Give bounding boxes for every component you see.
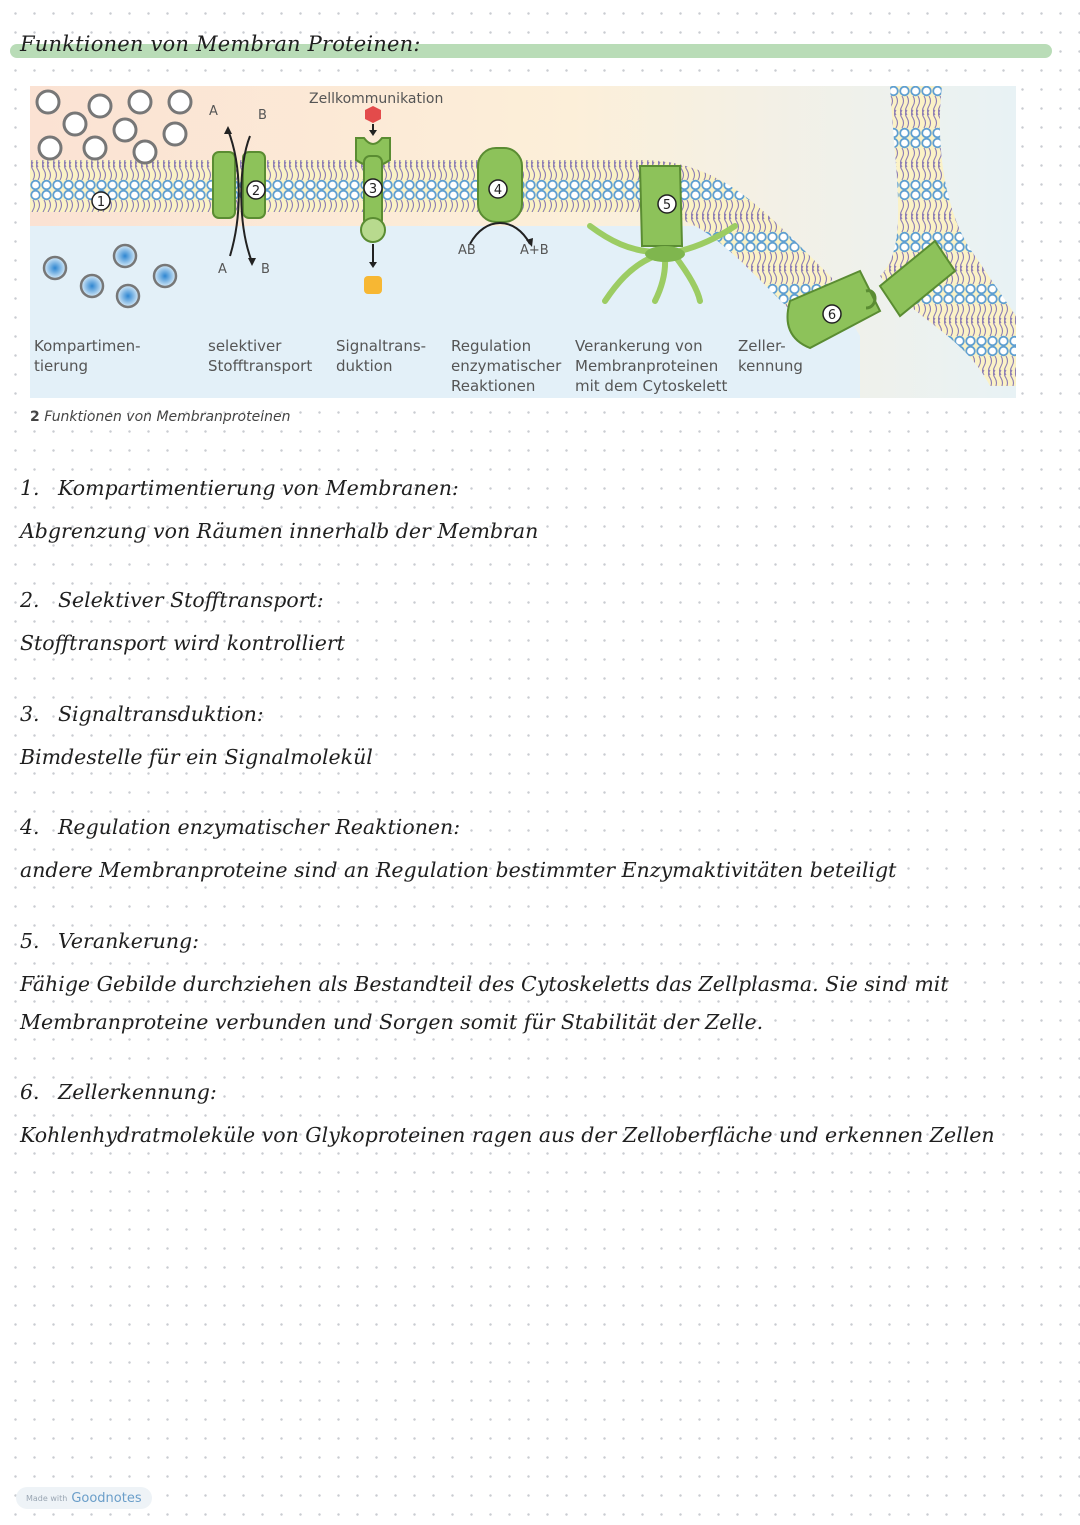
- membrane-protein-figure: [30, 86, 1016, 398]
- section-1-line-1: Abgrenzung von Räumen innerhalb der Membran: [20, 519, 539, 543]
- section-3: [20, 700, 373, 776]
- section-5-line-2: Membranproteine verbunden und Sorgen somit für Stabilität der Zelle.: [20, 1010, 764, 1034]
- section-3-number: 3.: [20, 702, 40, 726]
- transport-top-a: A: [209, 104, 218, 119]
- section-2-line-1: Stofftransport wird kontrolliert: [20, 631, 345, 655]
- badge-small-text: Made with: [26, 1493, 68, 1503]
- badge-brand-text: Goodnotes: [71, 1490, 142, 1506]
- marker-4-text: 4: [493, 183, 503, 198]
- caption-number: 2: [30, 409, 40, 425]
- section-1: [20, 474, 538, 550]
- section-2-heading: Selektiver Stofftransport:: [58, 588, 324, 612]
- section-6-heading: Zellerkennung:: [58, 1080, 217, 1104]
- figure-caption: [30, 409, 290, 425]
- caption-text: Funktionen von Membranproteinen: [44, 409, 291, 425]
- transport-top-b: B: [258, 108, 267, 123]
- marker-1: [92, 192, 110, 210]
- section-6-number: 6.: [20, 1080, 40, 1104]
- goodnotes-badge: [16, 1487, 152, 1509]
- marker-2: [247, 181, 265, 199]
- marker-3: [364, 179, 382, 197]
- marker-5-text: 5: [662, 198, 672, 213]
- section-3-heading: Signaltransduktion:: [58, 702, 264, 726]
- section-4-number: 4.: [20, 815, 40, 839]
- section-1-heading: Kompartimentierung von Membranen:: [58, 476, 459, 500]
- marker-1-text: 1: [96, 195, 106, 210]
- page-title: Funktionen von Membran Proteinen:: [20, 32, 421, 56]
- marker-4: [489, 180, 507, 198]
- label-signal-transduction: Signaltrans- duktion: [336, 337, 427, 375]
- marker-6: [823, 305, 841, 323]
- marker-2-text: 2: [251, 184, 261, 199]
- cell-communication-label: Zellkommunikation: [309, 91, 444, 107]
- section-6: [20, 1078, 995, 1154]
- marker-5: [658, 195, 676, 213]
- label-enzyme-regulation: Regulation enzymatischer Reaktionen: [451, 337, 562, 395]
- marker-6-text: 6: [827, 308, 837, 323]
- enzyme-substrate-label: AB: [458, 243, 476, 258]
- label-anchoring: Verankerung von Membranproteinen mit dem Cytoskelett: [575, 337, 728, 395]
- label-compartmentalization: Kompartimen- tierung: [34, 337, 141, 375]
- page-title-area: [10, 28, 1052, 64]
- section-1-number: 1.: [20, 476, 40, 500]
- section-6-line-1: Kohlenhydratmoleküle von Glykoproteinen ragen aus der Zelloberfläche und erkennen Zellen: [20, 1123, 995, 1147]
- section-5-line-1: Fähige Gebilde durchziehen als Bestandteil des Cytoskeletts das Zellplasma. Sie sind mit: [20, 972, 949, 996]
- label-selective-transport: selektiver Stofftransport: [208, 337, 313, 375]
- section-2: [20, 586, 345, 662]
- transport-bottom-a: A: [218, 262, 227, 277]
- section-4-heading: Regulation enzymatischer Reaktionen:: [58, 815, 461, 839]
- enzyme-product-label: A+B: [520, 243, 549, 258]
- section-5-number: 5.: [20, 929, 40, 953]
- marker-3-text: 3: [368, 182, 378, 197]
- section-5: [20, 927, 949, 1041]
- section-4-line-1: andere Membranproteine sind an Regulation bestimmter Enzymaktivitäten beteiligt: [20, 858, 897, 882]
- section-5-heading: Verankerung:: [58, 929, 200, 953]
- label-cell-recognition: Zeller- kennung: [738, 337, 803, 375]
- transport-bottom-b: B: [261, 262, 270, 277]
- section-4: [20, 813, 896, 889]
- section-2-number: 2.: [20, 588, 40, 612]
- section-3-line-1: Bimdestelle für ein Signalmolekül: [20, 745, 373, 769]
